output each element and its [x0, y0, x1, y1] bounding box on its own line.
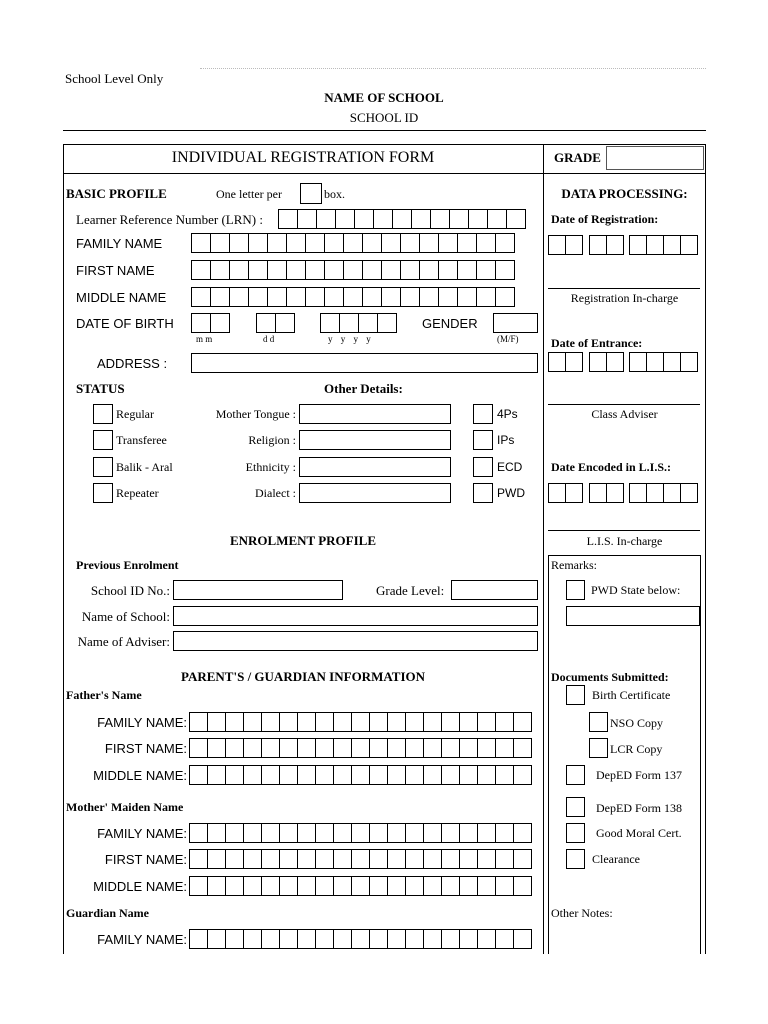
first-name-label: FIRST NAME [76, 263, 155, 278]
mother-family-label: FAMILY NAME: [97, 826, 187, 841]
dob-year-input[interactable] [320, 313, 396, 333]
previous-school-input[interactable] [173, 606, 538, 626]
form-title: INDIVIDUAL REGISTRATION FORM [171, 149, 435, 166]
date-registration-mm[interactable] [548, 235, 582, 255]
date-registration-label: Date of Registration: [551, 212, 659, 226]
mother-middle-input[interactable] [189, 876, 531, 896]
clearance-checkbox[interactable] [566, 849, 585, 869]
name-of-adviser-label: Name of Adviser: [77, 634, 170, 649]
dialect-input[interactable] [299, 483, 451, 503]
ecd-label: ECD [497, 460, 523, 474]
form-138-checkbox[interactable] [566, 797, 585, 817]
lcr-copy-label: LCR Copy [610, 742, 663, 756]
dob-month-input[interactable] [191, 313, 229, 333]
grade-level-input[interactable] [451, 580, 538, 600]
address-input[interactable] [191, 353, 538, 373]
grade-input[interactable] [606, 146, 704, 170]
4ps-label: 4Ps [497, 407, 518, 421]
4ps-checkbox[interactable] [473, 404, 493, 424]
date-entrance-label: Date of Entrance: [551, 336, 643, 350]
middle-name-input[interactable] [191, 287, 514, 307]
lcr-copy-checkbox[interactable] [589, 738, 608, 758]
status-heading: STATUS [76, 381, 125, 396]
form-138-label: DepED Form 138 [596, 801, 682, 815]
date-encoded-dd[interactable] [589, 483, 623, 503]
guardian-family-input[interactable] [189, 929, 531, 949]
class-adviser-label: Class Adviser [591, 407, 658, 421]
date-entrance-mm[interactable] [548, 352, 582, 372]
previous-adviser-input[interactable] [173, 631, 538, 651]
gender-input[interactable] [493, 313, 538, 333]
data-processing-heading: DATA PROCESSING: [561, 186, 688, 201]
school-id-label: SCHOOL ID [349, 110, 419, 125]
father-family-label: FAMILY NAME: [97, 715, 187, 730]
one-letter-hint: One letter per [216, 187, 282, 201]
guardian-family-label: FAMILY NAME: [97, 932, 187, 947]
repeater-label: Repeater [116, 486, 159, 500]
lis-signature-line [548, 530, 700, 531]
mother-first-label: FIRST NAME: [104, 852, 187, 867]
good-moral-checkbox[interactable] [566, 823, 585, 843]
date-entrance-dd[interactable] [589, 352, 623, 372]
yyyy-caption: y y y y [328, 334, 371, 344]
name-of-school: NAME OF SCHOOL [324, 90, 444, 105]
parents-heading: PARENT'S / GUARDIAN INFORMATION [181, 669, 425, 684]
pwd-label: PWD [497, 486, 525, 500]
school-level-label: School Level Only [65, 71, 164, 86]
gender-label: GENDER [422, 316, 478, 331]
regular-label: Regular [116, 407, 154, 421]
religion-label: Religion : [248, 433, 296, 447]
registration-incharge-label: Registration In-charge [570, 291, 679, 305]
nso-copy-label: NSO Copy [610, 716, 664, 730]
pwd-state-label: PWD State below: [591, 583, 681, 597]
pwd-state-input[interactable] [566, 606, 700, 626]
enrolment-profile-heading: ENROLMENT PROFILE [229, 533, 377, 548]
father-first-label: FIRST NAME: [104, 741, 187, 756]
birth-certificate-label: Birth Certificate [592, 688, 671, 702]
family-name-input[interactable] [191, 233, 514, 253]
nso-copy-checkbox[interactable] [589, 712, 608, 732]
transferee-label: Transferee [116, 433, 167, 447]
date-registration-yyyy[interactable] [629, 235, 697, 255]
documents-heading: Documents Submitted: [551, 670, 669, 684]
father-middle-input[interactable] [189, 765, 531, 785]
good-moral-label: Good Moral Cert. [596, 826, 682, 840]
repeater-checkbox[interactable] [93, 483, 113, 503]
pwd-checkbox[interactable] [473, 483, 493, 503]
regular-checkbox[interactable] [93, 404, 113, 424]
religion-input[interactable] [299, 430, 451, 450]
grade-level-label: Grade Level: [376, 583, 445, 598]
transferee-checkbox[interactable] [93, 430, 113, 450]
grade-label: GRADE [554, 150, 601, 165]
registration-signature-line [548, 288, 700, 289]
birth-certificate-checkbox[interactable] [566, 685, 585, 705]
ethnicity-label: Ethnicity : [245, 460, 296, 474]
basic-profile-heading: BASIC PROFILE [66, 186, 167, 201]
dob-label: DATE OF BIRTH [76, 316, 174, 331]
date-registration-dd[interactable] [589, 235, 623, 255]
address-label: ADDRESS : [97, 356, 168, 371]
box-hint: box. [324, 187, 345, 201]
mother-tongue-label: Mother Tongue : [215, 407, 296, 421]
date-encoded-yyyy[interactable] [629, 483, 697, 503]
clearance-label: Clearance [592, 852, 640, 866]
balik-aral-label: Balik - Aral [116, 460, 173, 474]
balik-aral-checkbox[interactable] [93, 457, 113, 477]
guardian-name-heading: Guardian Name [66, 906, 150, 920]
date-encoded-mm[interactable] [548, 483, 582, 503]
school-id-no-label: School ID No.: [90, 583, 170, 598]
dialect-label: Dialect : [255, 486, 296, 500]
father-middle-label: MIDDLE NAME: [93, 768, 187, 783]
previous-enrolment-heading: Previous Enrolment [76, 558, 179, 572]
dd-caption: d d [263, 334, 275, 344]
form-137-checkbox[interactable] [566, 765, 585, 785]
father-family-input[interactable] [189, 712, 531, 732]
mother-family-input[interactable] [189, 823, 531, 843]
name-of-school-label: Name of School: [81, 609, 170, 624]
ethnicity-input[interactable] [299, 457, 451, 477]
mother-tongue-input[interactable] [299, 404, 451, 424]
mother-middle-label: MIDDLE NAME: [93, 879, 187, 894]
remarks-pwd-checkbox[interactable] [566, 580, 585, 600]
first-name-input[interactable] [191, 260, 514, 280]
date-encoded-label: Date Encoded in L.I.S.: [551, 460, 672, 474]
lis-incharge-label: L.I.S. In-charge [586, 534, 663, 548]
mm-caption: m m [196, 334, 213, 344]
remarks-label: Remarks: [551, 558, 597, 572]
example-letter-box [300, 183, 322, 204]
lrn-label: Learner Reference Number (LRN) : [76, 212, 263, 227]
form-137-label: DepED Form 137 [596, 768, 682, 782]
date-entrance-yyyy[interactable] [629, 352, 697, 372]
ecd-checkbox[interactable] [473, 457, 493, 477]
middle-name-label: MIDDLE NAME [76, 290, 167, 305]
mother-name-heading: Mother' Maiden Name [66, 800, 184, 814]
father-first-input[interactable] [189, 738, 531, 758]
other-details-heading: Other Details: [324, 381, 403, 396]
adviser-signature-line [548, 404, 700, 405]
father-name-heading: Father's Name [66, 688, 142, 702]
other-notes-label: Other Notes: [551, 906, 613, 920]
ips-label: IPs [497, 433, 515, 447]
family-name-label: FAMILY NAME [76, 236, 163, 251]
dob-day-input[interactable] [256, 313, 294, 333]
mother-first-input[interactable] [189, 849, 531, 869]
mf-caption: (M/F) [497, 334, 519, 344]
header-divider [63, 130, 706, 131]
ips-checkbox[interactable] [473, 430, 493, 450]
lrn-input[interactable] [278, 209, 525, 229]
school-id-no-input[interactable] [173, 580, 343, 600]
